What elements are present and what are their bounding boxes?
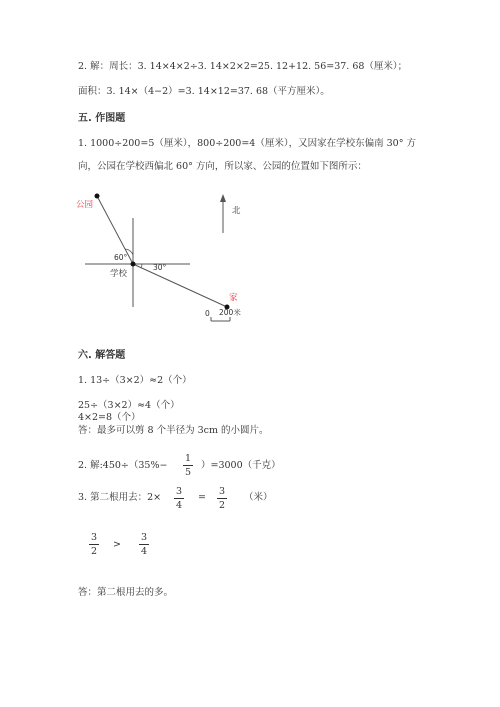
section5-title: 五. 作图题: [78, 113, 126, 124]
north-label: 北: [232, 206, 241, 216]
q2-solution-line1: 2. 解：周长：3. 14×4×2÷3. 14×2×2=25. 12+12. 56=37. 68（厘米）；: [78, 61, 408, 72]
cmp-left-num: 3: [90, 532, 98, 543]
s6-q3-frac1-num: 3: [175, 486, 183, 497]
cmp-right-den: 4: [140, 546, 148, 557]
s6-q3-prefix: 3. 第二根用去：2×: [78, 492, 162, 503]
school-point: [131, 262, 136, 267]
s6-q1-answer: 答：最多可以剪 8 个半径为 3cm 的小圆片。: [78, 425, 269, 436]
section5-line1: 1. 1000÷200=5（厘米），800÷200=4（厘米），又因家在学校东偏南 30° 方: [78, 138, 416, 149]
s6-q3-frac1-den: 4: [175, 500, 183, 511]
s6-q3-frac2-den: 2: [218, 500, 226, 511]
north-arrow-icon: [220, 194, 226, 202]
section5-line2: 向，公园在学校西偏北 60° 方向，所以家、公园的位置如下图所示：: [78, 161, 367, 172]
park-point: [95, 194, 100, 199]
school-label: 学校: [110, 269, 128, 279]
angle-30-arc: [141, 264, 142, 268]
cmp-sign: >: [113, 539, 121, 550]
s6-q1-line2: 25÷（3×2）≈4（个）: [78, 400, 180, 411]
s6-q2-frac-line: [183, 465, 193, 466]
angle-30-label: 30°: [153, 263, 167, 272]
s6-q2-suffix: ）=3000（千克）: [201, 460, 281, 471]
s6-q3-frac2-line: [217, 498, 227, 499]
s6-q3-unit: （米）: [244, 492, 273, 503]
home-line: [133, 264, 227, 307]
s6-q3-frac2-num: 3: [218, 486, 226, 497]
home-label: 家: [229, 293, 238, 303]
s6-q2-prefix: 2. 解:450÷（35%−: [78, 460, 168, 471]
s6-q1-line1: 1. 13÷（3×2）≈2（个）: [78, 375, 192, 386]
s6-q2-frac-num: 1: [184, 453, 192, 464]
cmp-right-line: [139, 544, 149, 545]
cmp-left-line: [89, 544, 99, 545]
s6-q3-frac1-line: [174, 498, 184, 499]
s6-q3-eq: =: [198, 492, 206, 503]
cmp-left-den: 2: [90, 546, 98, 557]
s6-q3-answer: 答：第二根用去的多。: [78, 587, 174, 598]
angle-60-label: 60°: [114, 253, 128, 262]
scale-label: 200米: [219, 308, 241, 317]
scale-zero-label: 0: [205, 309, 210, 318]
park-label: 公园: [76, 200, 94, 210]
section6-title: 六. 解答题: [78, 350, 126, 361]
cmp-right-num: 3: [140, 532, 148, 543]
q2-solution-line2: 面积：3. 14×（4−2）=3. 14×12=37. 68（平方厘米）。: [78, 86, 330, 97]
s6-q2-frac-den: 5: [184, 467, 192, 478]
s6-q1-line3: 4×2=8（个）: [78, 412, 141, 423]
